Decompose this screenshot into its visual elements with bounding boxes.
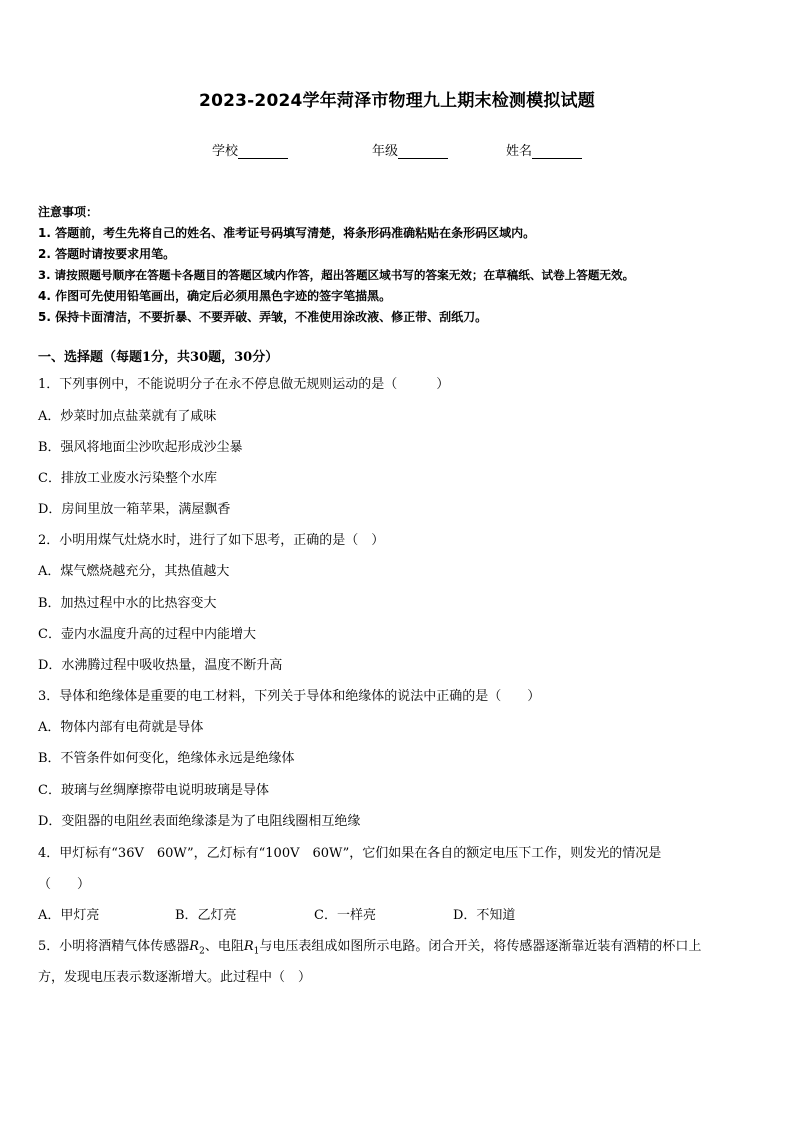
grade-field <box>372 140 448 159</box>
question-4-option-b: B．乙灯亮 <box>175 908 237 923</box>
notice-block <box>38 202 768 328</box>
question-3-option-c: C．玻璃与丝绸摩擦带电说明玻璃是导体 <box>38 783 269 798</box>
school-label: 学校 <box>212 144 239 159</box>
resistor-symbol: R <box>189 939 200 954</box>
grade-label: 年级 <box>372 144 399 159</box>
section-heading: 一、选择题（每题1分，共30题，30分） <box>38 350 279 365</box>
question-2-option-b: B．加热过程中水的比热容变大 <box>38 596 217 611</box>
notice-item: 3. 请按照题号顺序在答题卡各题目的答题区域内作答，超出答题区域书写的答案无效；在草稿纸、试卷上答题无效。 <box>38 268 635 282</box>
question-4-option-c: C．一样亮 <box>314 908 376 923</box>
question-4-option-a: A．甲灯亮 <box>38 908 100 923</box>
question-1-option-a: A．炒菜时加点盐菜就有了咸味 <box>38 409 217 424</box>
question-5-stem-part-a: 5．小明将酒精气体传感器 <box>38 939 190 954</box>
notice-heading: 注意事项： <box>38 205 99 219</box>
name-label: 姓名 <box>506 144 533 159</box>
question-1-stem: 1．下列事例中，不能说明分子在永不停息做无规则运动的是（ ） <box>38 377 450 392</box>
question-4-stem: 4．甲灯标有“36V 60W”，乙灯标有“100V 60W”，它们如果在各自的额定电压下工作，则发光的情况是 <box>38 846 662 861</box>
question-4-stem-cont: （ ） <box>38 877 91 892</box>
name-blank <box>532 144 582 159</box>
question-2-option-a: A．煤气燃烧越充分，其热值越大 <box>38 564 230 579</box>
resistor-symbol: R <box>243 939 254 954</box>
notice-item: 2. 答题时请按要求用笔。 <box>38 247 176 261</box>
name-field <box>506 140 582 159</box>
resistor-subscript: 2 <box>199 946 205 957</box>
question-1-option-d: D．房间里放一箱苹果，满屋飘香 <box>38 502 231 517</box>
resistor-subscript: 1 <box>253 946 260 957</box>
question-5-stem <box>38 935 701 957</box>
page-title: 2023-2024学年菏泽市物理九上期末检测模拟试题 <box>199 91 595 111</box>
question-5-stem-part-b: 、电阻 <box>204 939 244 954</box>
question-2-option-d: D．水沸腾过程中吸收热量，温度不断升高 <box>38 658 283 673</box>
notice-item: 5. 保持卡面清洁，不要折暴、不要弄破、弄皱，不准使用涂改液、修正带、刮纸刀。 <box>38 310 488 324</box>
student-info-row <box>0 140 794 160</box>
question-5-stem-part-c: 与电压表组成如图所示电路。闭合开关，将传感器逐渐靠近装有酒精的杯口上 <box>259 939 702 954</box>
school-blank <box>238 144 288 159</box>
question-2-stem: 2．小明用煤气灶烧水时，进行了如下思考，正确的是（ ） <box>38 533 385 548</box>
question-1-option-c: C．排放工业废水污染整个水库 <box>38 471 217 486</box>
notice-item: 4. 作图可先使用铅笔画出，确定后必须用黑色字迹的签字笔描黑。 <box>38 289 392 303</box>
question-3-stem: 3．导体和绝缘体是重要的电工材料，下列关于导体和绝缘体的说法中正确的是（ ） <box>38 689 541 704</box>
notice-item: 1. 答题前，考生先将自己的姓名、准考证号码填写清楚，将条形码准确粘贴在条形码区域内。 <box>38 226 536 240</box>
question-4-option-d: D．不知道 <box>453 908 516 923</box>
question-3-option-a: A．物体内部有电荷就是导体 <box>38 720 204 735</box>
question-3-option-b: B．不管条件如何变化，绝缘体永远是绝缘体 <box>38 751 295 766</box>
question-1-option-b: B．强风将地面尘沙吹起形成沙尘暴 <box>38 440 243 455</box>
grade-blank <box>398 144 448 159</box>
question-2-option-c: C．壶内水温度升高的过程中内能增大 <box>38 627 256 642</box>
school-field <box>212 140 288 159</box>
question-3-option-d: D．变阻器的电阻丝表面绝缘漆是为了电阻线圈相互绝缘 <box>38 814 361 829</box>
question-4-options <box>38 904 738 922</box>
question-5-stem-cont: 方，发现电压表示数逐渐增大。此过程中（ ） <box>38 970 312 985</box>
